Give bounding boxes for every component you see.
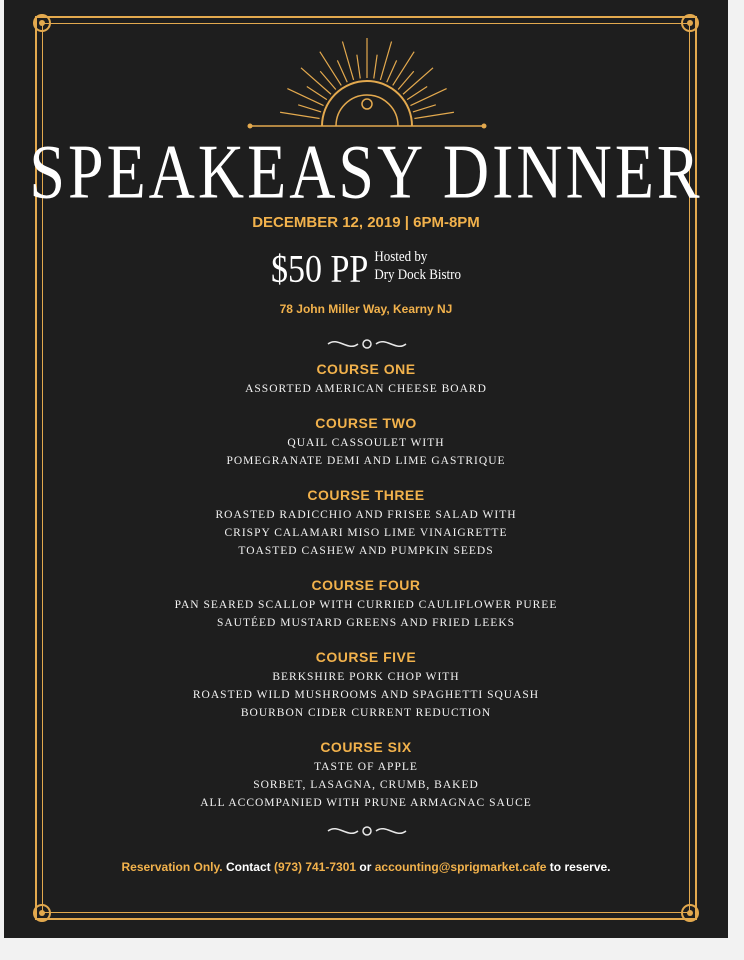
sun-ray <box>357 55 360 79</box>
menu-courses <box>4 359 728 827</box>
course-dish-line: BERKSHIRE PORK CHOP WITH <box>272 671 460 683</box>
course-dish-line: ROASTED RADICCHIO AND FRISEE SALAD WITH <box>215 509 517 521</box>
event-address: 78 John Miller Way, Kearny NJ <box>279 302 453 316</box>
course-dish-line: ASSORTED AMERICAN CHEESE BOARD <box>245 383 487 395</box>
event-poster <box>4 0 728 938</box>
course-block <box>4 737 728 812</box>
corner-ornament-icon <box>29 10 55 36</box>
course-dish-line: TASTE OF APPLE <box>314 761 418 773</box>
email-link[interactable]: accounting@sprigmarket.cafe <box>374 860 547 874</box>
course-dish-line: SAUTÉED MUSTARD GREENS AND FRIED LEEKS <box>216 617 516 629</box>
course-dish-line: SORBET, LASAGNA, CRUMB, BAKED <box>253 779 479 791</box>
reservation-only-label: Reservation Only. <box>121 860 223 874</box>
course-title: COURSE ONE <box>316 361 416 377</box>
corner-ornament-icon <box>677 10 703 36</box>
course-dish-line: POMEGRANATE DEMI AND LIME GASTRIQUE <box>226 455 506 467</box>
sun-ray <box>393 52 414 86</box>
sun-ray <box>413 105 436 112</box>
course-block <box>4 359 728 398</box>
sun-ray <box>301 68 331 94</box>
sun-ray <box>320 52 341 86</box>
course-block <box>4 413 728 470</box>
host-name: Dry Dock Bistro <box>374 265 461 283</box>
sun-ray <box>410 89 446 106</box>
sun-ray <box>403 68 433 94</box>
sun-ray <box>387 60 397 82</box>
course-title: COURSE SIX <box>320 739 412 755</box>
corner-ornament-icon <box>29 900 55 926</box>
course-block <box>4 647 728 722</box>
event-date-time: DECEMBER 12, 2019 | 6PM-8PM <box>252 214 480 231</box>
price-host-row <box>4 248 728 291</box>
or-label: or <box>356 860 375 874</box>
host-info <box>374 248 461 283</box>
course-block <box>4 485 728 560</box>
course-block <box>4 575 728 632</box>
phone-link[interactable]: (973) 741-7301 <box>273 860 357 874</box>
event-title: SPEAKEASY DINNER <box>29 129 703 215</box>
course-dish-line: ALL ACCOMPANIED WITH PRUNE ARMAGNAC SAUCE <box>200 797 532 809</box>
price-per-person: $50 PP <box>271 248 369 291</box>
course-title: COURSE TWO <box>315 415 417 431</box>
course-dish-line: BOURBON CIDER CURRENT REDUCTION <box>240 707 492 719</box>
sun-ray <box>298 105 321 112</box>
corner-ornament-icon <box>677 900 703 926</box>
contact-label: Contact <box>222 860 274 874</box>
reservation-footer <box>4 860 728 874</box>
sun-ray <box>374 55 377 79</box>
course-dish-line: QUAIL CASSOULET WITH <box>287 437 445 449</box>
flourish-divider-icon <box>324 823 410 839</box>
hosted-by-label: Hosted by <box>374 248 428 265</box>
sun-ray <box>287 89 323 106</box>
course-title: COURSE THREE <box>307 487 425 503</box>
course-dish-line: CRISPY CALAMARI MISO LIME VINAIGRETTE <box>224 527 508 539</box>
course-dish-line: TOASTED CASHEW AND PUMPKIN SEEDS <box>238 545 494 557</box>
sun-ray <box>280 112 320 118</box>
reserve-suffix: to reserve. <box>546 860 611 874</box>
course-title: COURSE FIVE <box>315 649 417 665</box>
art-deco-sunburst-icon <box>244 34 490 132</box>
course-title: COURSE FOUR <box>311 577 421 593</box>
sun-ray <box>337 60 347 82</box>
course-dish-line: ROASTED WILD MUSHROOMS AND SPAGHETTI SQUASH <box>192 689 540 701</box>
course-dish-line: PAN SEARED SCALLOP WITH CURRIED CAULIFLOWER PUREE <box>174 599 558 611</box>
flourish-divider-icon <box>324 336 410 352</box>
sun-ray <box>414 112 454 118</box>
